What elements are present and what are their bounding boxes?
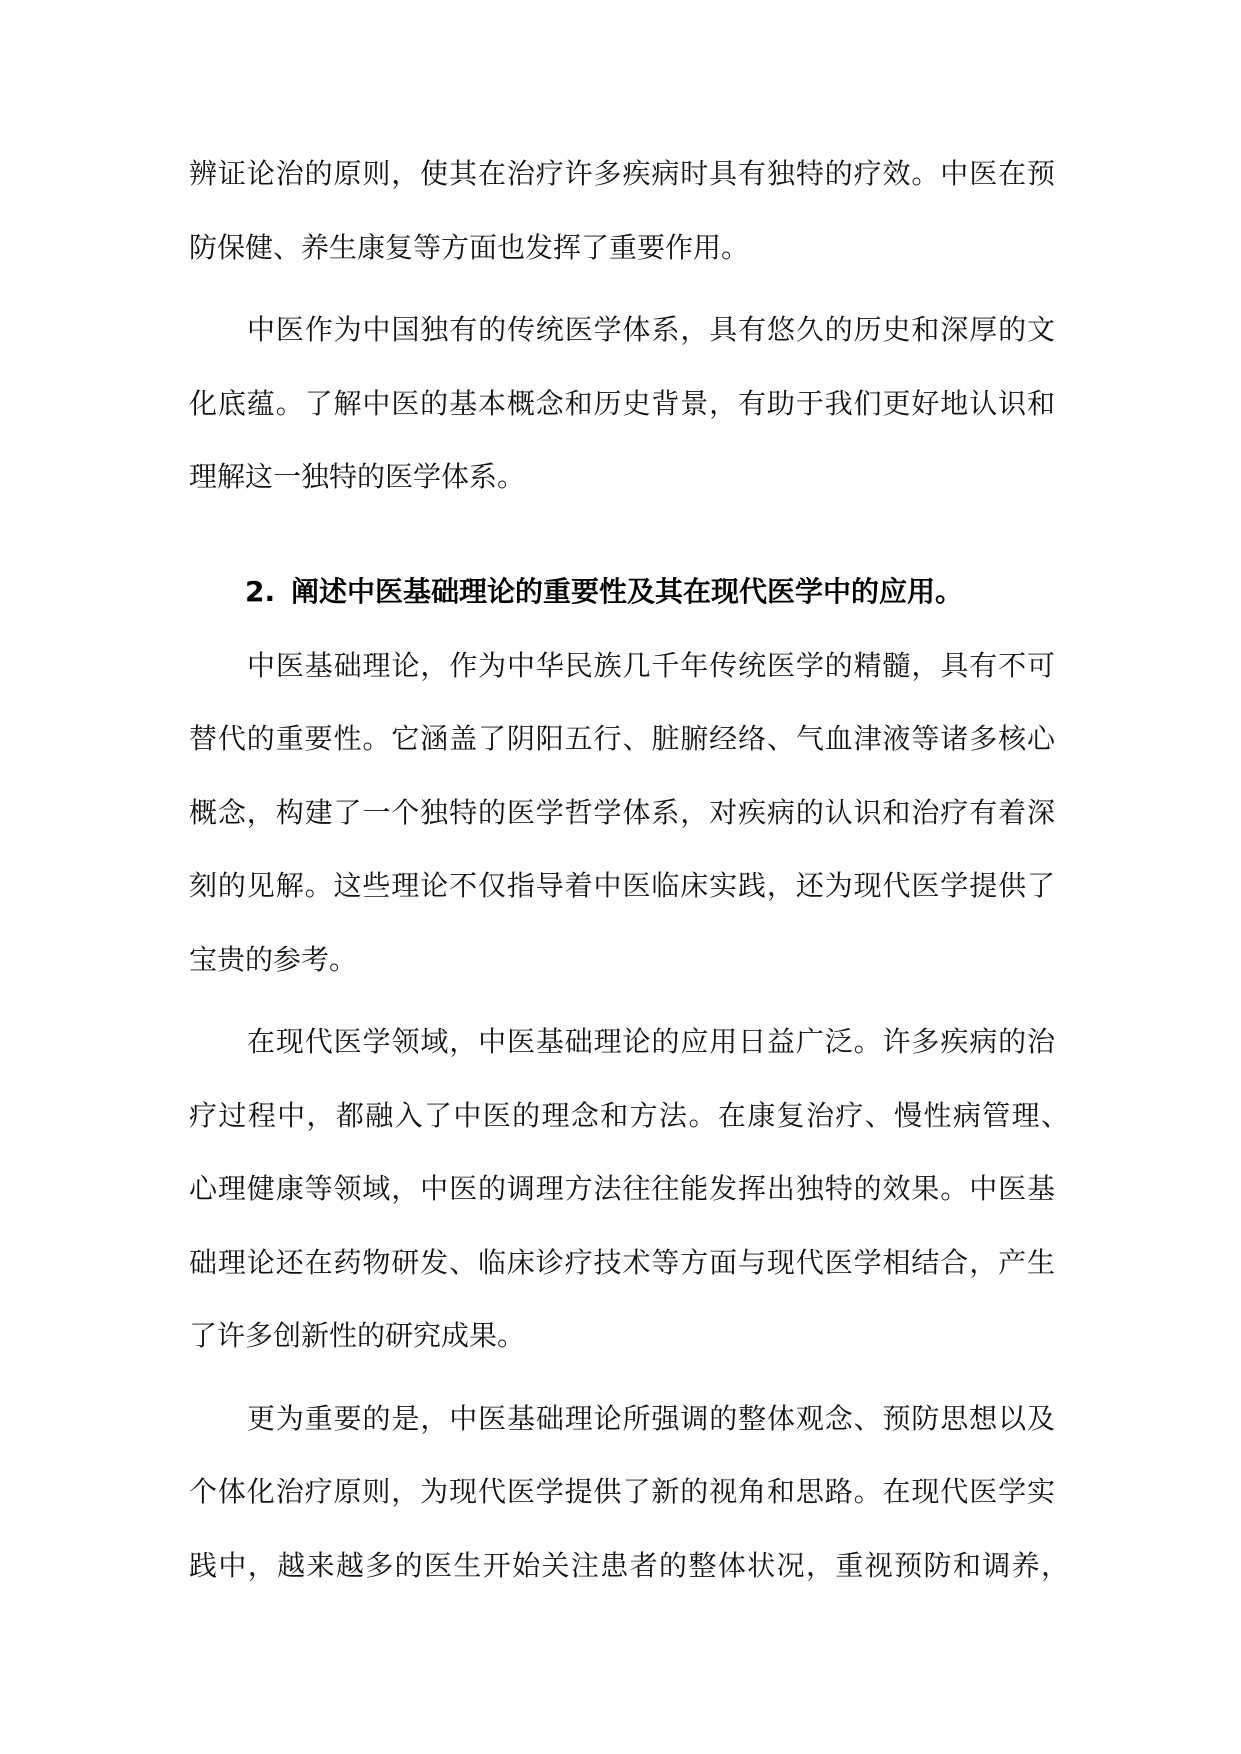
text-line: 中医作为中国独有的传统医学体系，具有悠久的历史和深厚的文 — [247, 313, 1055, 346]
text-line: 宝贵的参考。 — [189, 942, 358, 976]
text-line: 化底蕴。了解中医的基本概念和历史背景，有助于我们更好地认识和 — [189, 386, 1055, 420]
text-line: 心理健康等领域，中医的调理方法往往能发挥出独特的效果。中医基 — [189, 1172, 1055, 1205]
text-line: 刻的见解。这些理论不仅指导着中医临床实践，还为现代医学提供了 — [189, 869, 1055, 902]
text-line: 辨证论治的原则，使其在治疗许多疾病时具有独特的疗效。中医在预 — [189, 157, 1055, 190]
section-title: 阐述中医基础理论的重要性及其在现代医学中的应用。 — [291, 575, 964, 608]
text-line: 践中，越来越多的医生开始关注患者的整体状况，重视预防和调养， — [189, 1548, 1069, 1582]
paragraph — [189, 293, 1241, 514]
paragraph — [189, 1382, 1241, 1603]
paragraph — [189, 629, 1241, 997]
paragraph — [189, 1005, 1241, 1373]
text-line: 础理论还在药物研发、临床诊疗技术等方面与现代医学相结合，产生 — [189, 1245, 1055, 1279]
text-line: 了许多创新性的研究成果。 — [189, 1319, 526, 1352]
text-line: 个体化治疗原则，为现代医学提供了新的视角和思路。在现代医学实 — [189, 1475, 1055, 1508]
text-line: 在现代医学领域，中医基础理论的应用日益广泛。许多疾病的治 — [247, 1025, 1055, 1058]
text-line: 理解这一独特的医学体系。 — [189, 460, 526, 493]
paragraph — [189, 137, 1241, 284]
text-line: 替代的重要性。它涵盖了阴阳五行、脏腑经络、气血津液等诸多核心 — [189, 722, 1055, 755]
text-line: 防保健、养生康复等方面也发挥了重要作用。 — [189, 230, 750, 264]
section-number: 2. — [245, 575, 276, 608]
text-line: 疗过程中，都融入了中医的理念和方法。在康复治疗、慢性病管理、 — [189, 1098, 1069, 1132]
text-line: 中医基础理论，作为中华民族几千年传统医学的精髓，具有不可 — [247, 648, 1055, 682]
text-line: 概念，构建了一个独特的医学哲学体系，对疾病的认识和治疗有着深 — [189, 795, 1055, 829]
text-line: 更为重要的是，中医基础理论所强调的整体观念、预防思想以及 — [247, 1401, 1055, 1435]
section-heading — [189, 555, 1241, 629]
